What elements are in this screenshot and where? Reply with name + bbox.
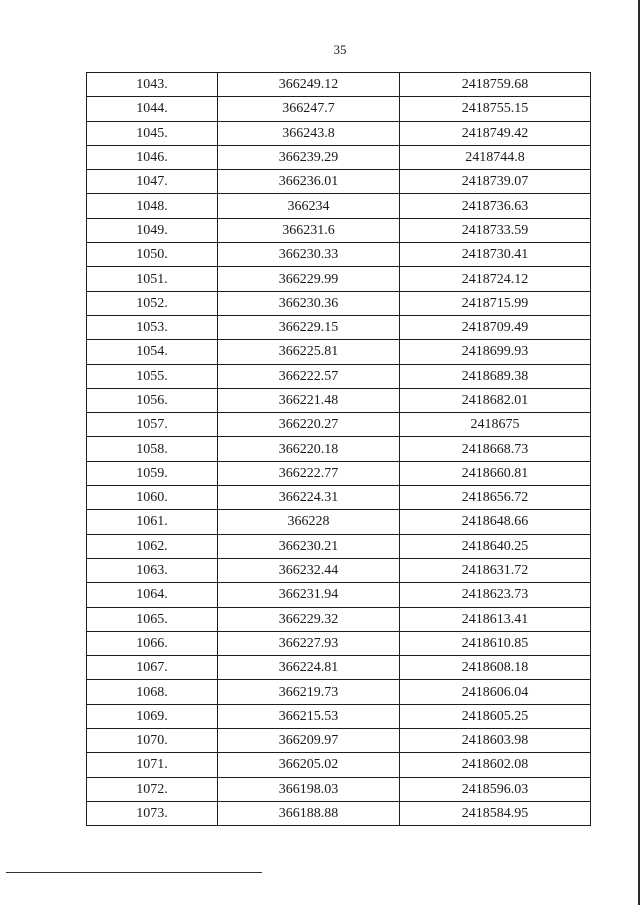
x-coordinate-cell: 366215.53: [218, 704, 400, 728]
x-coordinate-cell: 366220.27: [218, 413, 400, 437]
x-coordinate-cell: 366209.97: [218, 729, 400, 753]
x-coordinate-cell: 366220.18: [218, 437, 400, 461]
table-row: [87, 534, 591, 558]
table-row: [87, 121, 591, 145]
point-number-cell: 1052.: [87, 291, 218, 315]
point-number-cell: 1066.: [87, 631, 218, 655]
y-coordinate-cell: 2418724.12: [400, 267, 591, 291]
table-row: [87, 364, 591, 388]
y-coordinate-cell: 2418608.18: [400, 656, 591, 680]
x-coordinate-cell: 366243.8: [218, 121, 400, 145]
point-number-cell: 1043.: [87, 73, 218, 97]
table-row: [87, 583, 591, 607]
y-coordinate-cell: 2418682.01: [400, 388, 591, 412]
point-number-cell: 1061.: [87, 510, 218, 534]
y-coordinate-cell: 2418605.25: [400, 704, 591, 728]
table-row: [87, 388, 591, 412]
point-number-cell: 1070.: [87, 729, 218, 753]
x-coordinate-cell: 366230.21: [218, 534, 400, 558]
table-row: [87, 510, 591, 534]
point-number-cell: 1065.: [87, 607, 218, 631]
point-number-cell: 1056.: [87, 388, 218, 412]
y-coordinate-cell: 2418749.42: [400, 121, 591, 145]
y-coordinate-cell: 2418755.15: [400, 97, 591, 121]
table-row: [87, 291, 591, 315]
point-number-cell: 1051.: [87, 267, 218, 291]
x-coordinate-cell: 366222.57: [218, 364, 400, 388]
y-coordinate-cell: 2418715.99: [400, 291, 591, 315]
point-number-cell: 1047.: [87, 170, 218, 194]
table-row: [87, 145, 591, 169]
y-coordinate-cell: 2418668.73: [400, 437, 591, 461]
point-number-cell: 1067.: [87, 656, 218, 680]
footnote-separator: [6, 872, 262, 873]
y-coordinate-cell: 2418689.38: [400, 364, 591, 388]
page-number: 35: [333, 42, 347, 57]
point-number-cell: 1054.: [87, 340, 218, 364]
x-coordinate-cell: 366239.29: [218, 145, 400, 169]
point-number-cell: 1057.: [87, 413, 218, 437]
point-number-cell: 1071.: [87, 753, 218, 777]
table-row: [87, 170, 591, 194]
point-number-cell: 1058.: [87, 437, 218, 461]
y-coordinate-cell: 2418596.03: [400, 777, 591, 801]
x-coordinate-cell: 366198.03: [218, 777, 400, 801]
table-row: [87, 704, 591, 728]
point-number-cell: 1050.: [87, 243, 218, 267]
x-coordinate-cell: 366229.32: [218, 607, 400, 631]
table-row: [87, 413, 591, 437]
y-coordinate-cell: 2418640.25: [400, 534, 591, 558]
table-row: [87, 315, 591, 339]
table-row: [87, 558, 591, 582]
x-coordinate-cell: 366230.36: [218, 291, 400, 315]
table-row: [87, 267, 591, 291]
x-coordinate-cell: 366230.33: [218, 243, 400, 267]
point-number-cell: 1045.: [87, 121, 218, 145]
table-row: [87, 194, 591, 218]
x-coordinate-cell: 366227.93: [218, 631, 400, 655]
point-number-cell: 1060.: [87, 486, 218, 510]
table-row: [87, 631, 591, 655]
x-coordinate-cell: 366229.99: [218, 267, 400, 291]
table-row: [87, 656, 591, 680]
x-coordinate-cell: 366231.6: [218, 218, 400, 242]
y-coordinate-cell: 2418739.07: [400, 170, 591, 194]
x-coordinate-cell: 366188.88: [218, 801, 400, 825]
y-coordinate-cell: 2418656.72: [400, 486, 591, 510]
y-coordinate-cell: 2418584.95: [400, 801, 591, 825]
y-coordinate-cell: 2418660.81: [400, 461, 591, 485]
x-coordinate-cell: 366224.81: [218, 656, 400, 680]
coordinates-table-body: [87, 73, 591, 826]
y-coordinate-cell: 2418602.08: [400, 753, 591, 777]
point-number-cell: 1068.: [87, 680, 218, 704]
x-coordinate-cell: 366225.81: [218, 340, 400, 364]
x-coordinate-cell: 366234: [218, 194, 400, 218]
table-row: [87, 461, 591, 485]
table-row: [87, 607, 591, 631]
x-coordinate-cell: 366232.44: [218, 558, 400, 582]
table-row: [87, 486, 591, 510]
y-coordinate-cell: 2418730.41: [400, 243, 591, 267]
y-coordinate-cell: 2418699.93: [400, 340, 591, 364]
x-coordinate-cell: 366247.7: [218, 97, 400, 121]
y-coordinate-cell: 2418603.98: [400, 729, 591, 753]
point-number-cell: 1049.: [87, 218, 218, 242]
point-number-cell: 1072.: [87, 777, 218, 801]
point-number-cell: 1046.: [87, 145, 218, 169]
coordinates-table: [86, 72, 591, 826]
table-row: [87, 680, 591, 704]
y-coordinate-cell: 2418709.49: [400, 315, 591, 339]
y-coordinate-cell: 2418631.72: [400, 558, 591, 582]
y-coordinate-cell: 2418606.04: [400, 680, 591, 704]
table-row: [87, 437, 591, 461]
point-number-cell: 1044.: [87, 97, 218, 121]
x-coordinate-cell: 366236.01: [218, 170, 400, 194]
table-row: [87, 777, 591, 801]
y-coordinate-cell: 2418759.68: [400, 73, 591, 97]
point-number-cell: 1048.: [87, 194, 218, 218]
table-row: [87, 340, 591, 364]
y-coordinate-cell: 2418733.59: [400, 218, 591, 242]
point-number-cell: 1073.: [87, 801, 218, 825]
table-row: [87, 753, 591, 777]
x-coordinate-cell: 366229.15: [218, 315, 400, 339]
y-coordinate-cell: 2418736.63: [400, 194, 591, 218]
x-coordinate-cell: 366231.94: [218, 583, 400, 607]
table-row: [87, 729, 591, 753]
y-coordinate-cell: 2418613.41: [400, 607, 591, 631]
point-number-cell: 1055.: [87, 364, 218, 388]
y-coordinate-cell: 2418675: [400, 413, 591, 437]
point-number-cell: 1062.: [87, 534, 218, 558]
point-number-cell: 1064.: [87, 583, 218, 607]
point-number-cell: 1059.: [87, 461, 218, 485]
table-row: [87, 801, 591, 825]
x-coordinate-cell: 366205.02: [218, 753, 400, 777]
table-row: [87, 243, 591, 267]
x-coordinate-cell: 366224.31: [218, 486, 400, 510]
table-row: [87, 73, 591, 97]
y-coordinate-cell: 2418744.8: [400, 145, 591, 169]
x-coordinate-cell: 366221.48: [218, 388, 400, 412]
table-row: [87, 218, 591, 242]
y-coordinate-cell: 2418648.66: [400, 510, 591, 534]
point-number-cell: 1069.: [87, 704, 218, 728]
x-coordinate-cell: 366249.12: [218, 73, 400, 97]
point-number-cell: 1053.: [87, 315, 218, 339]
y-coordinate-cell: 2418610.85: [400, 631, 591, 655]
table-row: [87, 97, 591, 121]
x-coordinate-cell: 366219.73: [218, 680, 400, 704]
point-number-cell: 1063.: [87, 558, 218, 582]
y-coordinate-cell: 2418623.73: [400, 583, 591, 607]
x-coordinate-cell: 366228: [218, 510, 400, 534]
x-coordinate-cell: 366222.77: [218, 461, 400, 485]
